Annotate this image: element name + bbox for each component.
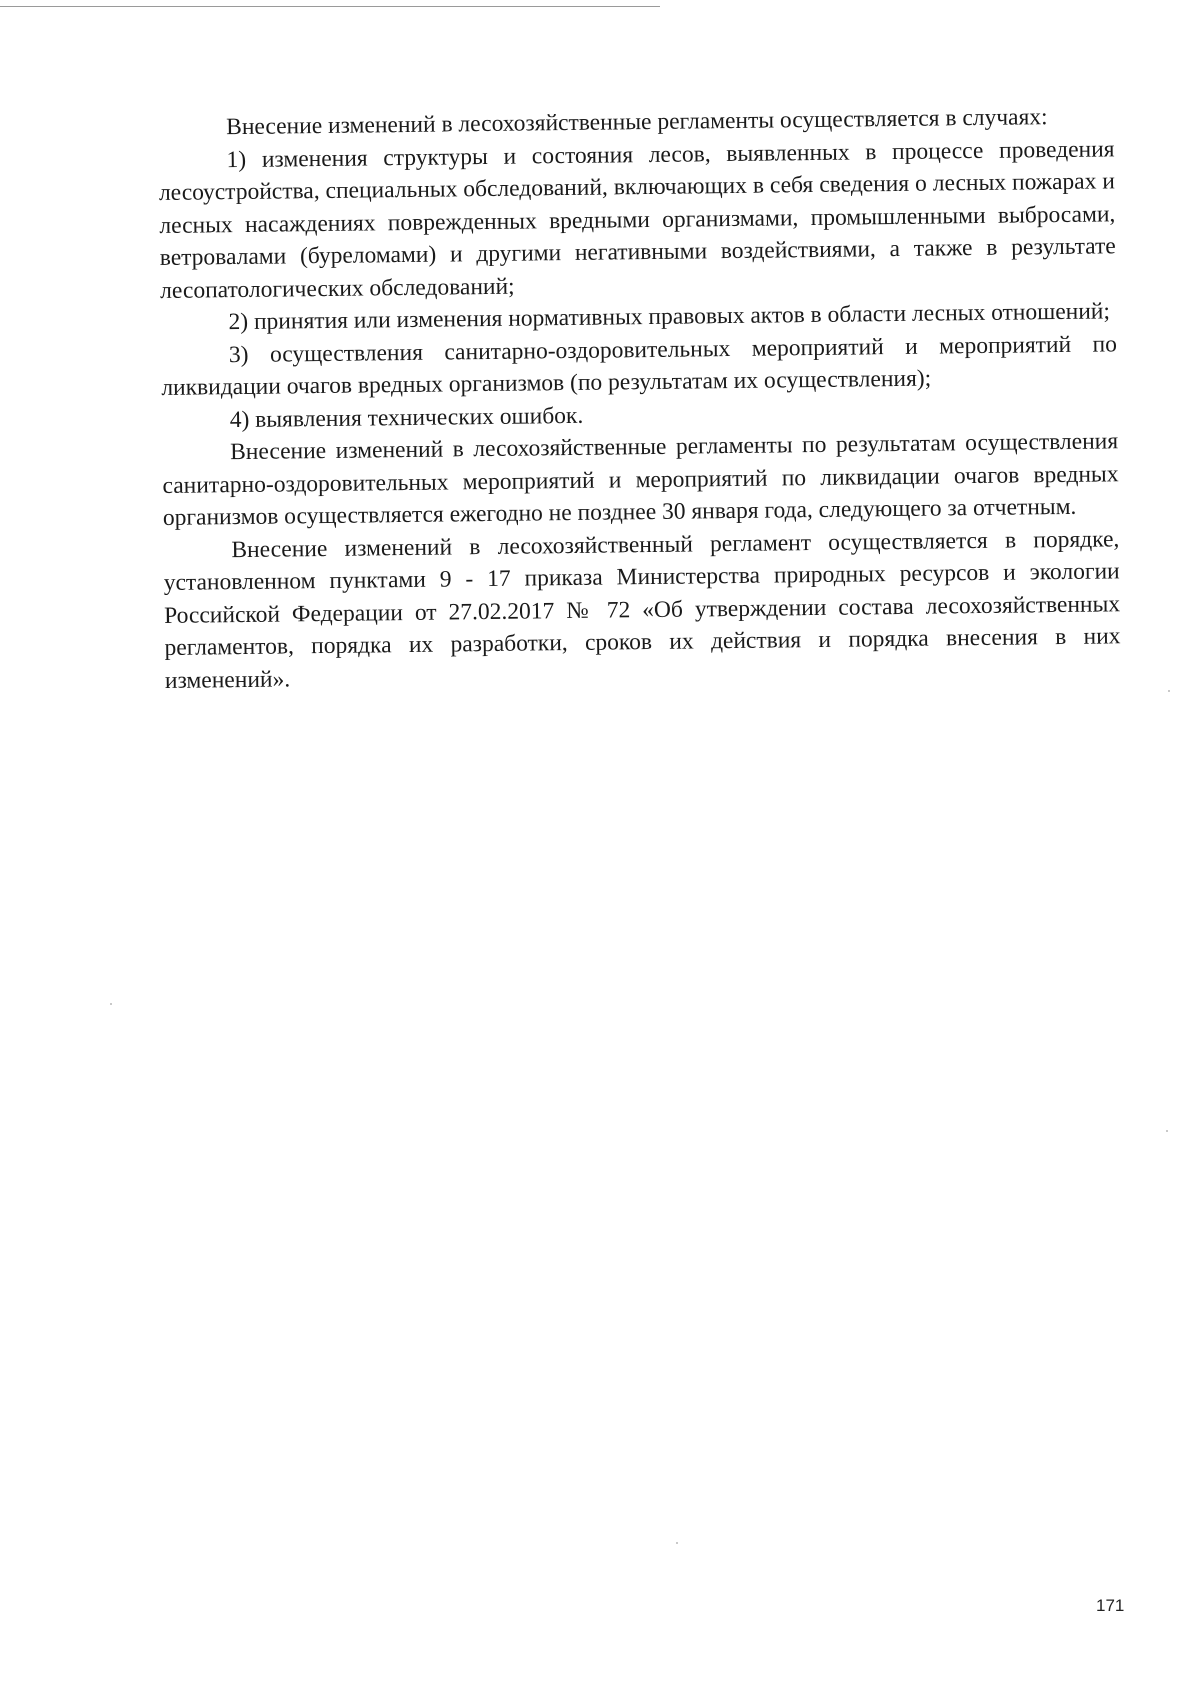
list-item-3: 3) осуществления санитарно-оздоровительных мероприятий и мероприятий по ликвидации очагов вредных организмов (по результатам их осуществления); — [161, 330, 1118, 401]
list-item-4: 4) выявления технических ошибок. — [229, 402, 584, 433]
list-item-2: 2) принятия или изменения нормативных правовых актов в области лесных отношений; — [228, 298, 1111, 336]
document-body — [158, 100, 1121, 697]
scan-speck — [1166, 1130, 1168, 1132]
paragraph-annual-deadline: Внесение изменений в лесохозяйственные регламенты по результатам осуществления санитарно-оздоровительных мероприятий и мероприятий по ликвидации очагов вредных организмов осуществляется ежегодно не позднее 30 января года, следующего за отчетным. — [162, 428, 1119, 531]
scan-speck — [676, 1542, 678, 1544]
scan-edge-line — [0, 6, 660, 7]
scan-speck — [110, 1003, 112, 1005]
page-number: 171 — [1096, 1596, 1125, 1615]
paragraph-intro: Внесение изменений в лесохозяйственные регламенты осуществляется в случаях: — [226, 104, 1048, 141]
list-item-1: 1) изменения структуры и состояния лесов, выявленных в процессе проведения лесоустройства, специальных обследований, включающих в себя сведения о лесных пожарах и лесных насаждениях поврежденных вредными организмами, промышленными выбросами, ветровалами (буреломами) и другими негативными воздействиями, а также в результате лесопатологических обследований; — [158, 135, 1116, 304]
paragraph-procedure: Внесение изменений в лесохозяйственный регламент осуществляется в порядке, установленном пунктами 9 - 17 приказа Министерства природных ресурсов и экологии Российской Федерации от 27.02.2017 № 72 «Об утверждении состава лесохозяйственных регламентов, порядка их разработки, сроков их действия и порядка внесения в них изменений». — [163, 525, 1121, 694]
scan-speck — [1168, 690, 1170, 692]
